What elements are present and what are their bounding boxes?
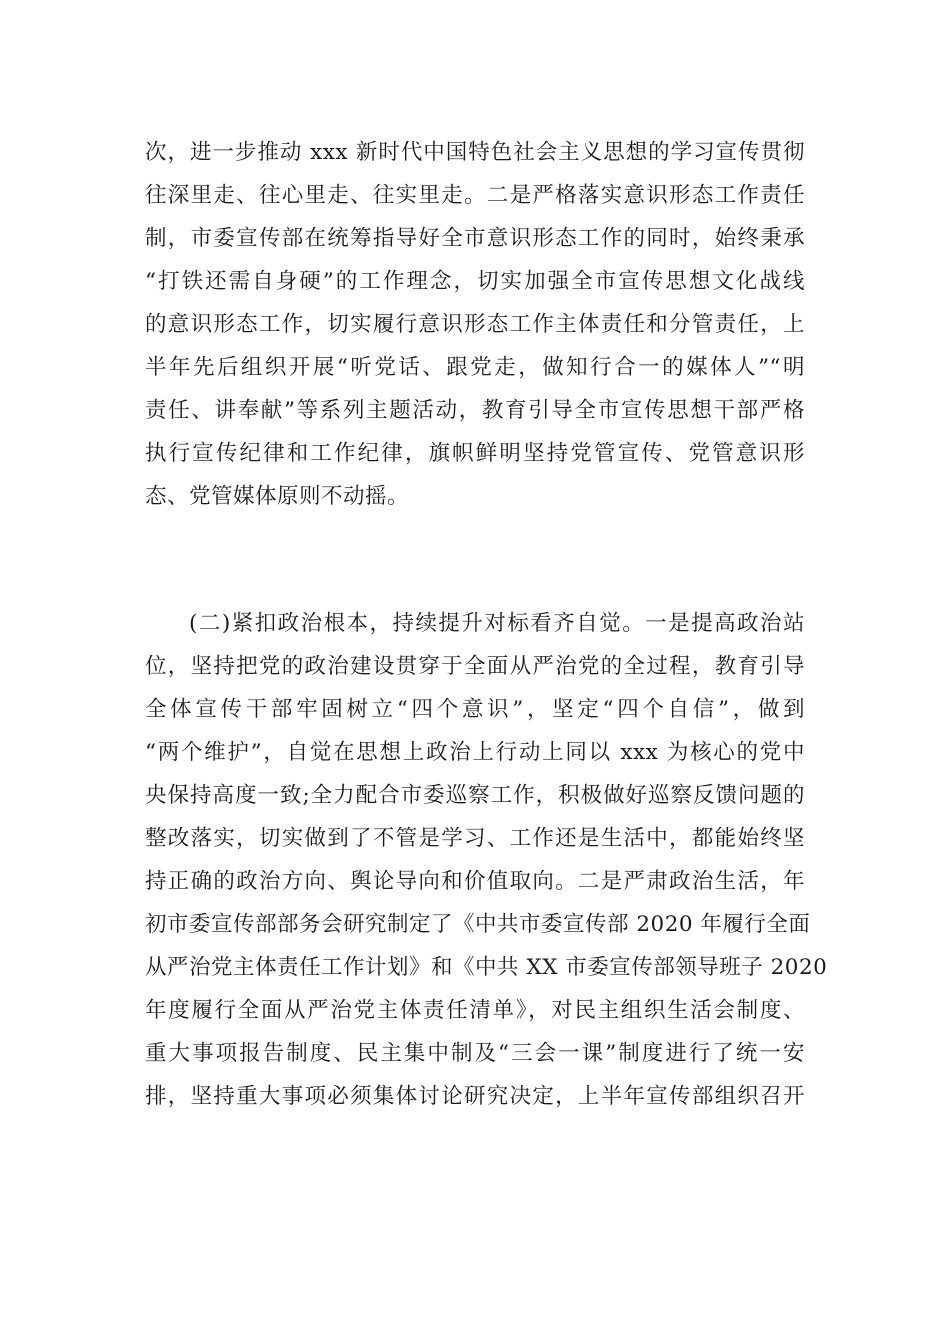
text-line: 全体宣传干部牢固树立“四个意识”，坚定“四个自信”，做到: [145, 697, 805, 722]
text-line: (二)紧扣政治根本，持续提升对标看齐自觉。一是提高政治站: [189, 611, 805, 636]
text-line: 半年先后组织开展“听党话、跟党走，做知行合一的媒体人”“明: [145, 355, 805, 380]
text-line: 往深里走、往心里走、往实里走。二是严格落实意识形态工作责任: [145, 183, 805, 208]
text-line: 态、党管媒体原则不动摇。: [145, 484, 410, 509]
text-line: 央保持高度一致;全力配合市委巡察工作，积极做好巡察反馈问题的: [145, 783, 805, 808]
text-line: 排，坚持重大事项必须集体讨论研究决定，上半年宣传部组织召开: [145, 1084, 805, 1109]
text-line: 制，市委宣传部在统筹指导好全市意识形态工作的同时，始终秉承: [145, 226, 805, 251]
text-line: 初市委宣传部部务会研究制定了《中共市委宣传部 2020 年履行全面: [145, 912, 811, 937]
text-line: “两个维护”，自觉在思想上政治上行动上同以 xxx 为核心的党中: [145, 740, 805, 765]
text-line: “打铁还需自身硬”的工作理念，切实加强全市宣传思想文化战线: [145, 269, 805, 294]
text-line: 执行宣传纪律和工作纪律，旗帜鲜明坚持党管宣传、党管意识形: [145, 441, 805, 466]
text-line: 次，进一步推动 xxx 新时代中国特色社会主义思想的学习宣传贯彻: [145, 140, 805, 165]
text-line: 从严治党主体责任工作计划》和《中共 XX 市委宣传部领导班子 2020: [145, 955, 828, 980]
text-line: 年度履行全面从严治党主体责任清单》，对民主组织生活会制度、: [145, 998, 805, 1023]
text-line: 的意识形态工作，切实履行意识形态工作主体责任和分管责任，上: [145, 312, 805, 337]
text-line: 位，坚持把党的政治建设贯穿于全面从严治党的全过程，教育引导: [145, 654, 805, 679]
text-line: 整改落实，切实做到了不管是学习、工作还是生活中，都能始终坚: [145, 826, 805, 851]
text-line: 责任、讲奉献”等系列主题活动，教育引导全市宣传思想干部严格: [145, 398, 805, 423]
text-line: 重大事项报告制度、民主集中制及“三会一课”制度进行了统一安: [145, 1041, 805, 1066]
text-line: 持正确的政治方向、舆论导向和价值取向。二是严肃政治生活，年: [145, 869, 805, 894]
